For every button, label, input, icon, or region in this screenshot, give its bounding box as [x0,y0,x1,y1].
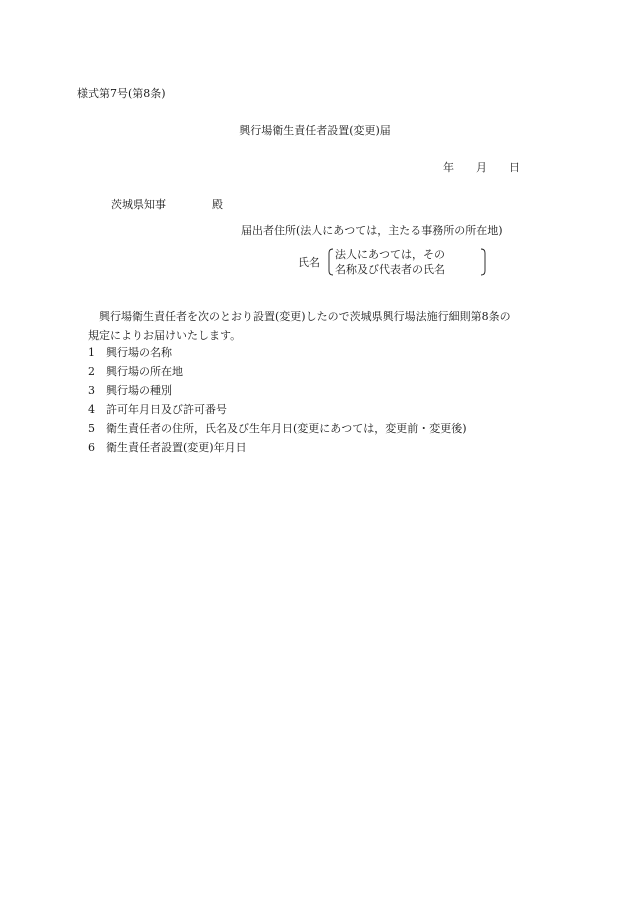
document-title: 興行場衛生責任者設置(変更)届 [239,124,391,137]
item-number: 4 [88,403,95,416]
item-text: 興行場の名称 [106,346,172,359]
name-note-line1: 法人にあつては，その [335,248,445,261]
list-item [88,404,227,415]
item-number: 3 [88,384,95,397]
form-number: 様式第7号(第8条) [77,87,166,100]
body-line2: 規定によりお届けいたします。 [88,329,242,342]
addressee-name: 茨城県知事 [111,198,166,211]
date-year-label: 年 [443,161,454,174]
applicant-name-label: 氏名 [298,256,320,269]
item-text: 衛生責任者の住所，氏名及び生年月日(変更にあつては，変更前・変更後) [106,422,467,435]
item-number: 5 [88,422,95,435]
name-note-bracket [327,248,487,276]
applicant-address-label: 届出者住所(法人にあつては，主たる事務所の所在地) [241,224,503,237]
list-item [88,366,183,377]
date-line [443,162,520,173]
list-item [88,385,172,396]
list-item [88,423,467,434]
item-number: 1 [88,346,95,359]
item-text: 興行場の種別 [106,384,172,397]
addressee-honorific: 殿 [212,198,223,211]
item-text: 許可年月日及び許可番号 [106,403,227,416]
list-item [88,347,172,358]
item-text: 衛生責任者設置(変更)年月日 [106,441,247,454]
name-note-line2: 名称及び代表者の氏名 [335,263,445,276]
body-paragraph [88,307,558,345]
item-text: 興行場の所在地 [106,365,183,378]
date-day-label: 日 [509,161,520,174]
item-number: 2 [88,365,95,378]
addressee [111,199,223,210]
list-item [88,442,247,453]
date-month-label: 月 [476,161,487,174]
body-line1: 興行場衛生責任者を次のとおり設置(変更)したので茨城県興行場法施行細則第8条の [99,310,511,323]
item-number: 6 [88,441,95,454]
